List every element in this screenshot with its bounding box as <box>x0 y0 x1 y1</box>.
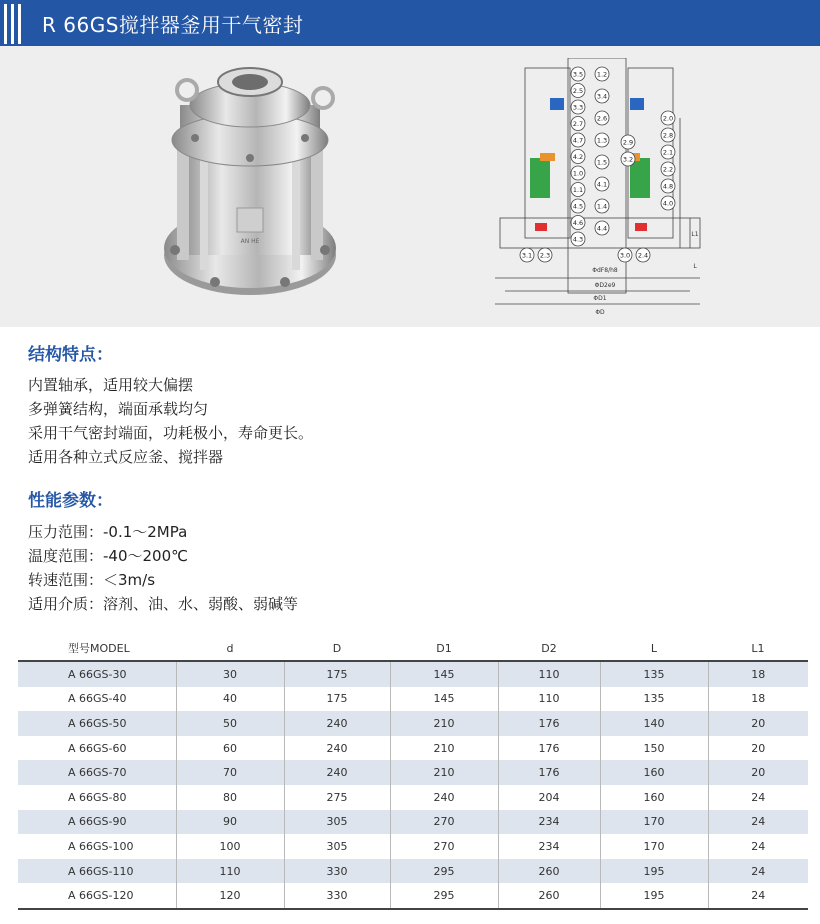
features-title: 结构特点： <box>28 345 113 365</box>
features-list <box>28 373 313 469</box>
table-cell-model: A 66GS-90 <box>18 810 176 835</box>
callout-label: 1.3 <box>596 136 608 145</box>
table-cell-model: A 66GS-80 <box>18 785 176 810</box>
performance-item: 压力范围：-0.1～2MPa <box>28 523 188 541</box>
table-cell: 80 <box>176 785 284 810</box>
col-header-D: D <box>284 636 390 661</box>
callout-label: 2.1 <box>662 148 674 157</box>
callout-label: 4.8 <box>662 182 674 191</box>
table-cell: 40 <box>176 687 284 712</box>
callout-label: 4.0 <box>662 199 674 208</box>
technical-drawing <box>490 58 720 320</box>
table-cell: 100 <box>176 834 284 859</box>
table-row <box>18 736 808 761</box>
table-cell-model: A 66GS-100 <box>18 834 176 859</box>
table-row <box>18 760 808 785</box>
callout-label: 1.0 <box>572 169 584 178</box>
callout-label: 2.6 <box>596 114 608 123</box>
table-cell: 234 <box>498 810 600 835</box>
table-row <box>18 859 808 884</box>
table-cell: 150 <box>600 736 708 761</box>
table-cell-model: A 66GS-40 <box>18 687 176 712</box>
table-cell: 330 <box>284 883 390 909</box>
table-cell: 120 <box>176 883 284 909</box>
table-row <box>18 785 808 810</box>
table-cell: 24 <box>708 859 808 884</box>
table-cell: 160 <box>600 760 708 785</box>
callout-label: 2.7 <box>572 120 584 128</box>
table-cell: 240 <box>284 760 390 785</box>
table-cell: 110 <box>176 859 284 884</box>
callout-label: 2.2 <box>662 165 674 174</box>
dimension-label: ΦD <box>595 309 605 316</box>
performance-list <box>28 520 298 616</box>
dimension-label: ΦD2e9 <box>594 282 616 289</box>
table-row <box>18 834 808 859</box>
callout-label: 1.2 <box>596 70 608 79</box>
table-cell: 275 <box>284 785 390 810</box>
table-cell: 295 <box>390 859 498 884</box>
callout-label: 3.5 <box>572 70 584 79</box>
page-header <box>0 0 820 46</box>
callout-label: 3.2 <box>622 155 634 164</box>
callout-label: 1.4 <box>596 202 608 211</box>
table-cell: 210 <box>390 760 498 785</box>
table-cell: 240 <box>390 785 498 810</box>
callout-label: 2.3 <box>539 251 551 260</box>
feature-item: 采用干气密封端面，功耗极小，寿命更长。 <box>28 424 314 442</box>
table-cell: 176 <box>498 760 600 785</box>
dimension-label: L <box>693 263 697 270</box>
table-cell: 145 <box>390 661 498 687</box>
table-cell-model: A 66GS-110 <box>18 859 176 884</box>
table-cell: 260 <box>498 883 600 909</box>
callout-label: 4.7 <box>572 136 584 145</box>
table-cell: 240 <box>284 711 390 736</box>
table-header-row <box>18 636 808 661</box>
col-header-L1: L1 <box>708 636 808 661</box>
spec-table <box>18 636 808 910</box>
table-cell: 20 <box>708 760 808 785</box>
feature-item: 内置轴承，适用较大偏摆 <box>28 376 194 394</box>
callout-label: 2.8 <box>662 131 674 140</box>
table-cell: 210 <box>390 711 498 736</box>
page-title: R 66GS搅拌器釜用干气密封 <box>42 13 304 37</box>
table-cell: 210 <box>390 736 498 761</box>
callout-label: 3.4 <box>596 92 608 101</box>
callout-label: 1.1 <box>572 186 584 194</box>
callout-label: 3.0 <box>619 251 631 260</box>
table-cell-model: A 66GS-120 <box>18 883 176 909</box>
col-header-d: d <box>176 636 284 661</box>
performance-item: 适用介质：溶剂、油、水、弱酸、弱碱等 <box>28 595 299 613</box>
table-cell-model: A 66GS-50 <box>18 711 176 736</box>
table-cell: 305 <box>284 810 390 835</box>
table-cell: 234 <box>498 834 600 859</box>
callout-label: 2.9 <box>622 138 634 147</box>
table-cell: 195 <box>600 859 708 884</box>
table-cell: 170 <box>600 834 708 859</box>
table-row <box>18 883 808 909</box>
table-cell: 305 <box>284 834 390 859</box>
col-header-D1: D1 <box>390 636 498 661</box>
dimension-label: ΦdF8/h8 <box>592 267 618 274</box>
table-cell: 24 <box>708 883 808 909</box>
table-cell: 160 <box>600 785 708 810</box>
table-cell: 270 <box>390 834 498 859</box>
feature-item: 多弹簧结构，端面承载均匀 <box>28 400 209 418</box>
table-cell: 175 <box>284 661 390 687</box>
table-cell: 195 <box>600 883 708 909</box>
table-cell: 330 <box>284 859 390 884</box>
table-cell: 70 <box>176 760 284 785</box>
table-cell-model: A 66GS-70 <box>18 760 176 785</box>
table-cell: 60 <box>176 736 284 761</box>
table-cell: 20 <box>708 711 808 736</box>
table-row <box>18 711 808 736</box>
table-cell: 135 <box>600 661 708 687</box>
performance-title: 性能参数： <box>28 491 113 511</box>
table-cell: 24 <box>751 839 766 853</box>
callout-label: 3.3 <box>572 103 584 112</box>
table-cell: 170 <box>600 810 708 835</box>
table-cell: 30 <box>176 661 284 687</box>
table-cell: 270 <box>390 810 498 835</box>
callout-label: 4.2 <box>572 153 584 161</box>
table-row <box>18 661 808 687</box>
table-cell: 24 <box>708 810 808 835</box>
header-decoration-bars <box>4 4 21 44</box>
callout-label: 2.0 <box>662 114 674 123</box>
performance-item: 转速范围：＜3m/s <box>28 571 156 589</box>
dimension-label: L1 <box>691 231 699 238</box>
callout-label: 3.1 <box>521 251 533 260</box>
table-cell-model: A 66GS-30 <box>18 661 176 687</box>
table-cell: 176 <box>498 711 600 736</box>
svg-text:AN HE: AN HE <box>240 238 260 245</box>
col-header-D2: D2 <box>498 636 600 661</box>
callout-label: 4.4 <box>596 224 608 233</box>
col-header-model: 型号MODEL <box>18 636 176 661</box>
col-header-L: L <box>600 636 708 661</box>
callout-label: 2.4 <box>637 251 649 260</box>
table-cell: 18 <box>751 692 766 706</box>
table-cell: 24 <box>751 790 766 804</box>
table-cell: 175 <box>284 687 390 712</box>
table-cell-model: A 66GS-60 <box>18 736 176 761</box>
table-cell: 110 <box>498 661 600 687</box>
dimension-label: ΦD1 <box>593 295 607 302</box>
table-cell: 18 <box>708 661 808 687</box>
table-cell: 295 <box>390 883 498 909</box>
callout-label: 4.3 <box>572 235 584 244</box>
callout-label: 4.1 <box>596 180 608 189</box>
table-cell: 20 <box>751 741 766 755</box>
table-cell: 176 <box>498 736 600 761</box>
callout-label: 4.6 <box>572 219 584 227</box>
product-photo <box>155 60 345 310</box>
table-row <box>18 687 808 712</box>
table-cell: 135 <box>600 687 708 712</box>
callout-label: 1.5 <box>596 158 608 167</box>
table-cell: 50 <box>176 711 284 736</box>
table-cell: 204 <box>498 785 600 810</box>
table-cell: 145 <box>390 687 498 712</box>
table-cell: 110 <box>498 687 600 712</box>
performance-item: 温度范围：-40～200℃ <box>28 547 188 565</box>
table-cell: 260 <box>498 859 600 884</box>
table-row <box>18 810 808 835</box>
table-cell: 140 <box>600 711 708 736</box>
feature-item: 适用各种立式反应釜、搅拌器 <box>28 448 224 466</box>
callout-label: 2.5 <box>572 87 584 95</box>
callout-label: 4.5 <box>572 202 584 211</box>
table-cell: 90 <box>176 810 284 835</box>
table-cell: 240 <box>284 736 390 761</box>
